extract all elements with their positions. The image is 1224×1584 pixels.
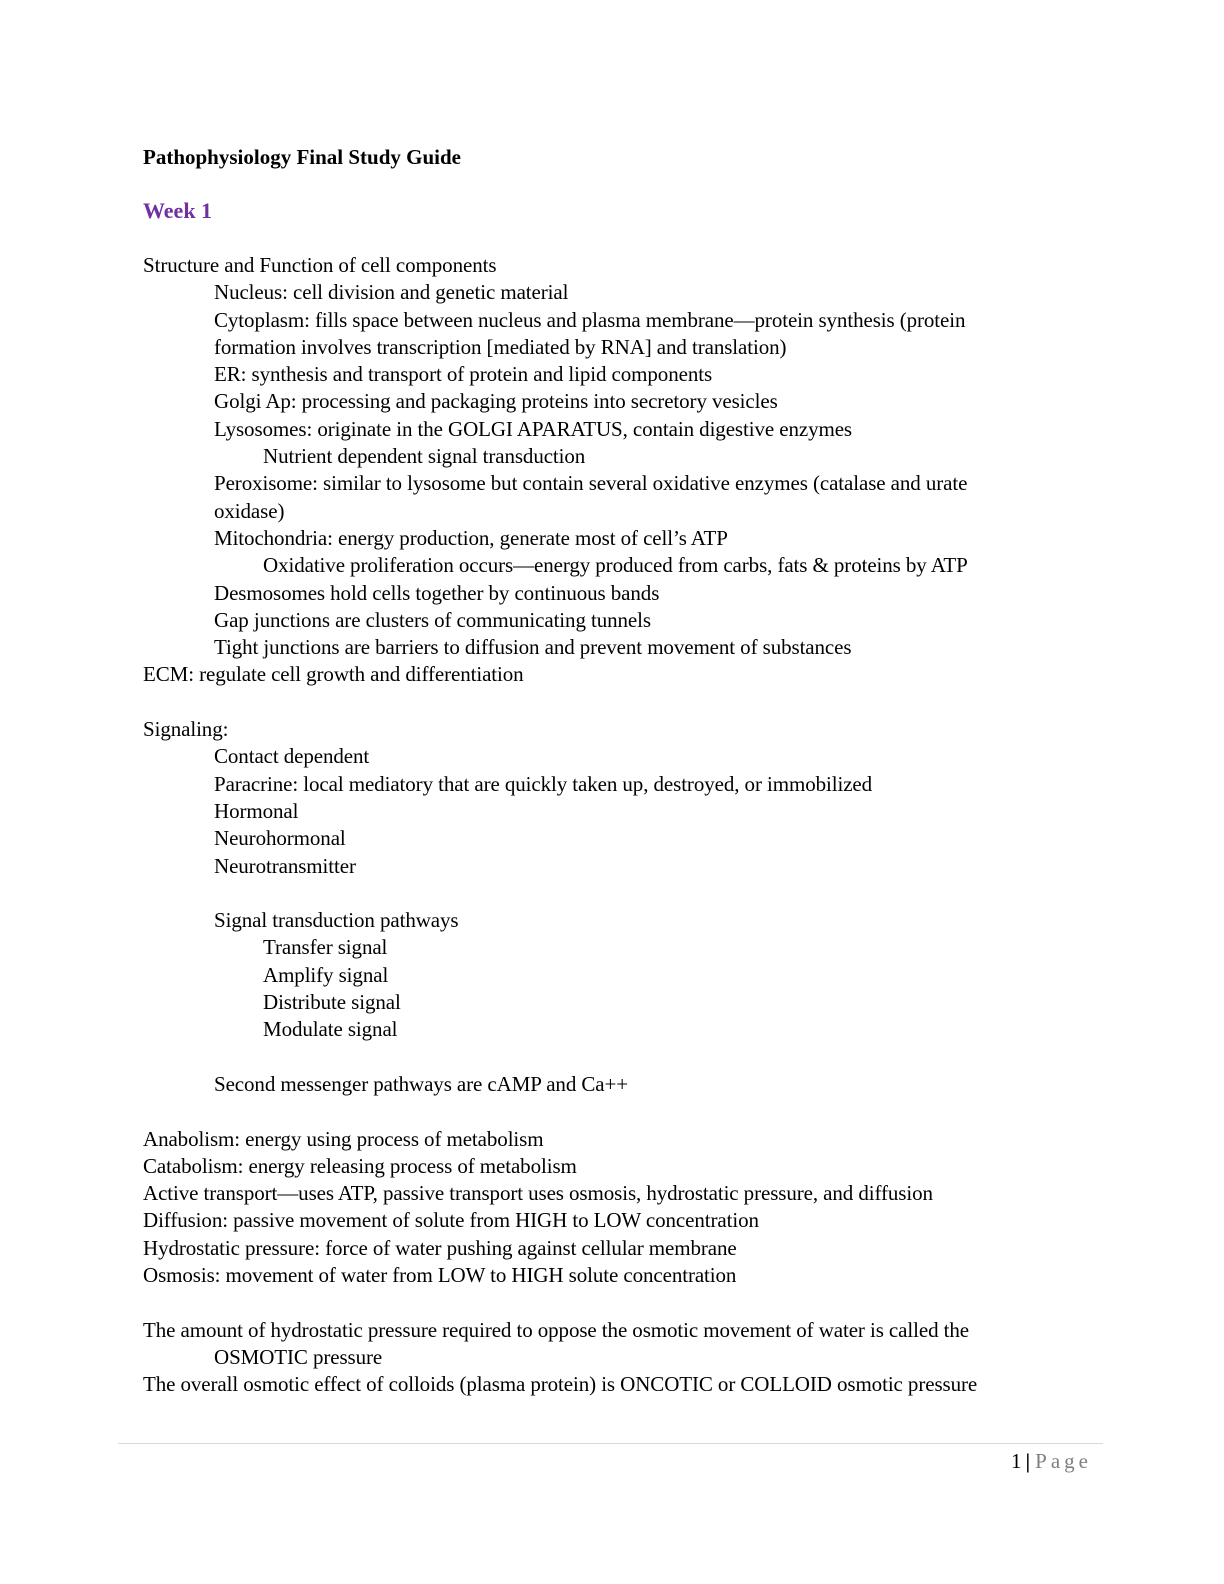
text-line: Diffusion: passive movement of solute from HIGH to LOW concentration	[143, 1208, 759, 1233]
text-line: Active transport—uses ATP, passive transport uses osmosis, hydrostatic pressure, and diffusion	[143, 1181, 933, 1206]
text-line: Amplify signal	[263, 962, 389, 987]
week-heading: Week 1	[143, 198, 213, 223]
text-line: Lysosomes: originate in the GOLGI APARATUS, contain digestive enzymes	[214, 416, 853, 441]
text-line: Oxidative proliferation occurs—energy produced from carbs, fats & proteins by ATP	[263, 553, 968, 578]
text-line: Desmosomes hold cells together by continuous bands	[214, 580, 660, 605]
page-number: 1	[1011, 1449, 1022, 1473]
text-line: The overall osmotic effect of colloids (plasma protein) is ONCOTIC or COLLOID osmotic pressure	[143, 1372, 978, 1397]
text-line: The amount of hydrostatic pressure required to oppose the osmotic movement of water is called the	[143, 1317, 969, 1342]
text-line: Osmosis: movement of water from LOW to HIGH solute concentration	[143, 1262, 737, 1287]
text-line: Nucleus: cell division and genetic material	[214, 280, 569, 305]
text-line: Hydrostatic pressure: force of water pushing against cellular membrane	[143, 1235, 737, 1260]
page-title: Pathophysiology Final Study Guide	[143, 145, 462, 169]
blank-line	[0, 1098, 1224, 1125]
text-line: Nutrient dependent signal transduction	[263, 444, 586, 469]
page-label: Page	[1035, 1449, 1092, 1473]
text-line: Modulate signal	[263, 1017, 398, 1042]
text-line: Hormonal	[214, 798, 299, 823]
text-line: Neurotransmitter	[214, 853, 356, 878]
blank-line	[0, 689, 1224, 716]
page-footer	[1011, 1447, 1092, 1475]
text-line: Anabolism: energy using process of metabolism	[143, 1126, 544, 1151]
blank-line	[0, 880, 1224, 907]
text-line: Cytoplasm: fills space between nucleus and plasma membrane—protein synthesis (protein	[214, 307, 966, 332]
text-line: Neurohormonal	[214, 826, 346, 851]
text-line: Tight junctions are barriers to diffusion and prevent movement of substances	[214, 635, 852, 660]
text-line: Second messenger pathways are cAMP and Ca++	[214, 1071, 628, 1096]
text-line: Paracrine: local mediatory that are quickly taken up, destroyed, or immobilized	[214, 771, 873, 796]
blank-line	[0, 1289, 1224, 1316]
blank-line	[0, 1044, 1224, 1071]
document-body	[0, 252, 1224, 1398]
text-line: Contact dependent	[214, 744, 370, 769]
footer-separator: |	[1025, 1449, 1031, 1473]
text-line: Golgi Ap: processing and packaging proteins into secretory vesicles	[214, 389, 778, 414]
text-line: Transfer signal	[263, 935, 388, 960]
text-line: formation involves transcription [mediated by RNA] and translation)	[214, 334, 787, 359]
text-line: OSMOTIC pressure	[214, 1344, 383, 1369]
text-line: Mitochondria: energy production, generate most of cell’s ATP	[214, 525, 728, 550]
text-line: oxidase)	[214, 498, 285, 523]
text-line: Catabolism: energy releasing process of metabolism	[143, 1153, 577, 1178]
text-line: Structure and Function of cell components	[143, 253, 497, 277]
text-line: Distribute signal	[263, 990, 401, 1015]
text-line: Signal transduction pathways	[214, 908, 459, 933]
text-line: ECM: regulate cell growth and differentiation	[143, 662, 524, 687]
text-line: Signaling:	[143, 717, 229, 742]
text-line: Gap junctions are clusters of communicating tunnels	[214, 607, 651, 632]
footer-divider	[118, 1443, 1103, 1444]
text-line: ER: synthesis and transport of protein and lipid components	[214, 362, 713, 387]
text-line: Peroxisome: similar to lysosome but contain several oxidative enzymes (catalase and urate	[214, 471, 968, 496]
